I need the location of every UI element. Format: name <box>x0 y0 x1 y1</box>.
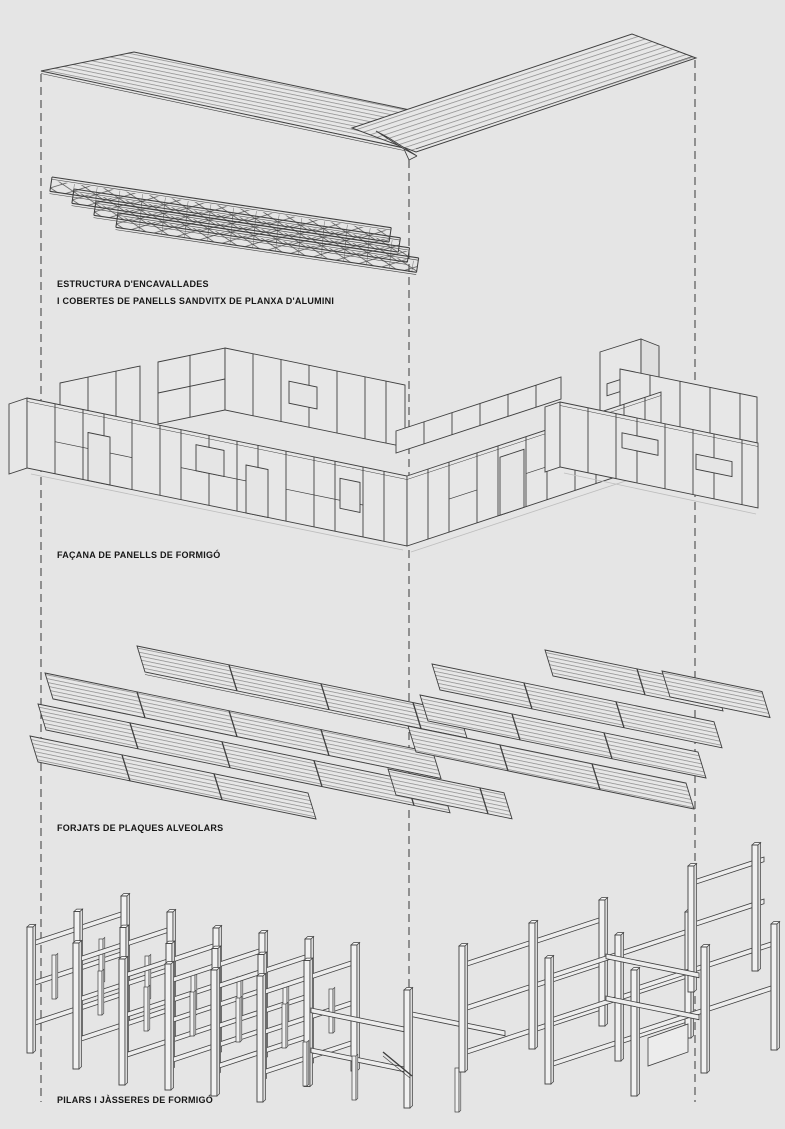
roof-band-left <box>41 52 410 148</box>
column-frame <box>459 898 608 1072</box>
roof-trusses <box>50 177 419 275</box>
layer-floor-slabs <box>30 646 770 819</box>
layer-columns-beams <box>27 843 780 1112</box>
label-roof-line2: I COBERTES DE PANELLS SANDVITX DE PLANXA D'ALUMINI <box>57 296 335 306</box>
slab-plank-band <box>662 671 770 718</box>
facade-door-opening <box>88 433 110 486</box>
layer-facade <box>9 339 758 552</box>
facade-door-opening <box>500 449 524 515</box>
facade-door-opening <box>246 465 268 518</box>
label-facade: FAÇANA DE PANELLS DE FORMIGÓ <box>57 550 221 560</box>
facade-window-opening <box>196 445 224 477</box>
label-roof-line1: ESTRUCTURA D'ENCAVALLADES <box>57 279 209 289</box>
layer-roof-structure <box>41 34 696 275</box>
label-columns: PILARS I JÀSSERES DE FORMIGÓ <box>57 1095 214 1105</box>
facade-courtyard-wall-north <box>225 348 405 447</box>
label-roof-structure <box>57 276 334 310</box>
facade-window-opening <box>340 478 360 512</box>
label-slabs: FORJATS DE PLAQUES ALVEOLARS <box>57 823 224 833</box>
roof-band-right <box>352 34 696 152</box>
